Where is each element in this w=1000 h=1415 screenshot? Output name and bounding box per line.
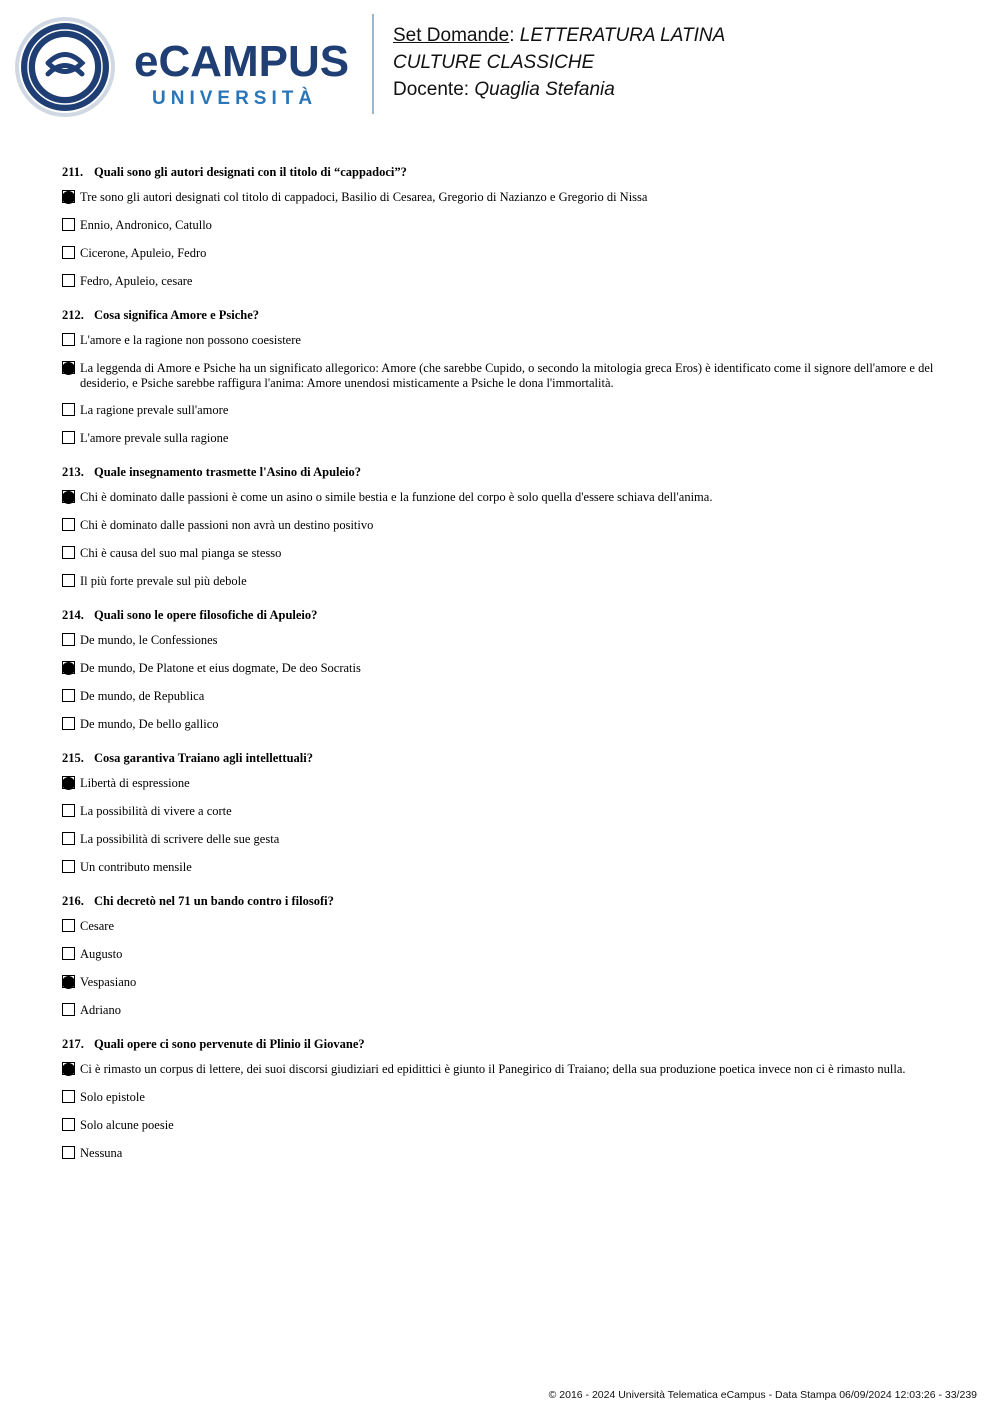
brand-subtitle: UNIVERSITÀ bbox=[152, 88, 318, 109]
answer-text: Fedro, Apuleio, cesare bbox=[80, 274, 193, 288]
answer-option[interactable] bbox=[62, 633, 942, 649]
question-block bbox=[62, 1036, 942, 1162]
question-number: 216. bbox=[62, 894, 84, 908]
answer-text: Adriano bbox=[80, 1003, 121, 1017]
answer-text: La ragione prevale sull'amore bbox=[80, 403, 229, 417]
answer-text: L'amore e la ragione non possono coesistere bbox=[80, 333, 301, 347]
header-divider bbox=[372, 14, 374, 114]
checkbox-icon[interactable] bbox=[62, 1146, 75, 1159]
answer-option[interactable] bbox=[62, 717, 942, 733]
answer-text: Libertà di espressione bbox=[80, 776, 190, 790]
answer-option[interactable] bbox=[62, 403, 942, 419]
answer-text: Augusto bbox=[80, 947, 123, 961]
checkbox-icon[interactable] bbox=[62, 689, 75, 702]
university-seal-icon bbox=[14, 16, 116, 118]
question-block bbox=[62, 307, 942, 447]
checked-checkbox-icon[interactable] bbox=[62, 490, 75, 503]
set-label: Set Domande bbox=[393, 25, 510, 46]
question-text: Quali sono le opere filosofiche di Apuleio? bbox=[94, 608, 318, 622]
answer-option[interactable] bbox=[62, 574, 942, 590]
course-subtitle: CULTURE CLASSICHE bbox=[393, 52, 595, 73]
checkbox-icon[interactable] bbox=[62, 1118, 75, 1131]
answer-text: Chi è dominato dalle passioni non avrà un destino positivo bbox=[80, 518, 374, 532]
answer-text: Il più forte prevale sul più debole bbox=[80, 574, 247, 588]
question-title bbox=[62, 893, 942, 909]
checkbox-icon[interactable] bbox=[62, 633, 75, 646]
question-list bbox=[62, 158, 942, 1179]
question-block bbox=[62, 893, 942, 1019]
question-text: Cosa significa Amore e Psiche? bbox=[94, 308, 260, 322]
answer-option[interactable] bbox=[62, 776, 942, 792]
checked-checkbox-icon[interactable] bbox=[62, 361, 75, 374]
question-block bbox=[62, 750, 942, 876]
answer-option[interactable] bbox=[62, 975, 942, 991]
answer-option[interactable] bbox=[62, 274, 942, 290]
answer-option[interactable] bbox=[62, 1146, 942, 1162]
checkbox-icon[interactable] bbox=[62, 546, 75, 559]
checkbox-icon[interactable] bbox=[62, 218, 75, 231]
checkbox-icon[interactable] bbox=[62, 832, 75, 845]
question-text: Quali sono gli autori designati con il titolo di “cappadoci”? bbox=[94, 165, 407, 179]
checkbox-icon[interactable] bbox=[62, 518, 75, 531]
answer-option[interactable] bbox=[62, 804, 942, 820]
answer-text: Ennio, Andronico, Catullo bbox=[80, 218, 212, 232]
question-number: 214. bbox=[62, 608, 84, 622]
answer-option[interactable] bbox=[62, 546, 942, 562]
answer-text: De mundo, De Platone et eius dogmate, De deo Socratis bbox=[80, 661, 361, 675]
question-title bbox=[62, 750, 942, 766]
answer-option[interactable] bbox=[62, 518, 942, 534]
question-number: 213. bbox=[62, 465, 84, 479]
checkbox-icon[interactable] bbox=[62, 333, 75, 346]
answer-text: Tre sono gli autori designati col titolo di cappadoci, Basilio di Cesarea, Gregorio di Nazianzo e Gregorio di Nissa bbox=[80, 190, 648, 204]
question-number: 211. bbox=[62, 165, 84, 179]
answer-text: De mundo, de Republica bbox=[80, 689, 205, 703]
answer-option[interactable] bbox=[62, 832, 942, 848]
checkbox-icon[interactable] bbox=[62, 1003, 75, 1016]
answer-option[interactable] bbox=[62, 1003, 942, 1019]
question-title bbox=[62, 464, 942, 480]
question-number: 217. bbox=[62, 1037, 84, 1051]
answer-option[interactable] bbox=[62, 689, 942, 705]
checked-checkbox-icon[interactable] bbox=[62, 661, 75, 674]
answer-option[interactable] bbox=[62, 947, 942, 963]
header-info: Set Domande: LETTERATURA LATINA CULTURE CLASSICHE Docente: Quaglia Stefania bbox=[393, 25, 726, 100]
answer-text: Solo alcune poesie bbox=[80, 1118, 174, 1132]
answer-text: Cicerone, Apuleio, Fedro bbox=[80, 246, 207, 260]
question-text: Chi decretò nel 71 un bando contro i filosofi? bbox=[94, 894, 334, 908]
answer-text: Un contributo mensile bbox=[80, 860, 192, 874]
question-block bbox=[62, 607, 942, 733]
answer-text: Chi è dominato dalle passioni è come un asino o simile bestia e la funzione del corpo è solo quella d'essere schiava dell'anima. bbox=[80, 490, 713, 504]
answer-text: L'amore prevale sulla ragione bbox=[80, 431, 229, 445]
question-block bbox=[62, 464, 942, 590]
brand-wordmark bbox=[134, 37, 350, 110]
checked-checkbox-icon[interactable] bbox=[62, 190, 75, 203]
answer-option[interactable] bbox=[62, 361, 942, 391]
answer-text: Nessuna bbox=[80, 1146, 123, 1160]
checkbox-icon[interactable] bbox=[62, 274, 75, 287]
checkbox-icon[interactable] bbox=[62, 1090, 75, 1103]
answer-option[interactable] bbox=[62, 218, 942, 234]
checkbox-icon[interactable] bbox=[62, 431, 75, 444]
checked-checkbox-icon[interactable] bbox=[62, 975, 75, 988]
checkbox-icon[interactable] bbox=[62, 919, 75, 932]
answer-text: La leggenda di Amore e Psiche ha un significato allegorico: Amore (che sarebbe Cupido, o secondo la mitologia greca Eros) è identificato come il signore dell'amore e del desiderio, e Psiche sarebbe raffigura l'anima: Amore unendosi misticamente a Psiche le dona l'immortalità. bbox=[80, 361, 934, 390]
brand-name: eCAMPUS bbox=[134, 37, 350, 86]
question-title bbox=[62, 1036, 942, 1052]
checked-checkbox-icon[interactable] bbox=[62, 776, 75, 789]
checkbox-icon[interactable] bbox=[62, 246, 75, 259]
answer-option[interactable] bbox=[62, 490, 942, 506]
answer-text: Solo epistole bbox=[80, 1090, 145, 1104]
answer-text: La possibilità di vivere a corte bbox=[80, 804, 232, 818]
docente-label: Docente bbox=[393, 79, 464, 100]
set-title: LETTERATURA LATINA bbox=[519, 25, 726, 46]
answer-option[interactable] bbox=[62, 919, 942, 935]
answer-option[interactable] bbox=[62, 431, 942, 447]
checkbox-icon[interactable] bbox=[62, 403, 75, 416]
answer-option[interactable] bbox=[62, 1062, 942, 1078]
answer-option[interactable] bbox=[62, 1090, 942, 1106]
checkbox-icon[interactable] bbox=[62, 860, 75, 873]
checkbox-icon[interactable] bbox=[62, 804, 75, 817]
docente-name: Quaglia Stefania bbox=[474, 79, 615, 100]
question-number: 215. bbox=[62, 751, 84, 765]
question-number: 212. bbox=[62, 308, 84, 322]
checked-checkbox-icon[interactable] bbox=[62, 1062, 75, 1075]
checkbox-icon[interactable] bbox=[62, 947, 75, 960]
answer-option[interactable] bbox=[62, 860, 942, 876]
answer-text: Vespasiano bbox=[80, 975, 137, 989]
answer-option[interactable] bbox=[62, 190, 942, 206]
checkbox-icon[interactable] bbox=[62, 574, 75, 587]
answer-text: De mundo, De bello gallico bbox=[80, 717, 219, 731]
question-title bbox=[62, 307, 942, 323]
answer-option[interactable] bbox=[62, 333, 942, 349]
answer-text: Chi è causa del suo mal pianga se stesso bbox=[80, 546, 282, 560]
answer-text: De mundo, le Confessiones bbox=[80, 633, 218, 647]
checkbox-icon[interactable] bbox=[62, 717, 75, 730]
page-header bbox=[0, 0, 1000, 130]
ecampus-logo bbox=[14, 14, 359, 116]
page-footer: © 2016 - 2024 Università Telematica eCampus - Data Stampa 06/09/2024 12:03:26 - 33/239 bbox=[548, 1389, 977, 1401]
question-title bbox=[62, 607, 942, 623]
question-title bbox=[62, 164, 942, 180]
answer-option[interactable] bbox=[62, 1118, 942, 1134]
question-text: Quale insegnamento trasmette l'Asino di Apuleio? bbox=[94, 465, 362, 479]
answer-text: Cesare bbox=[80, 919, 115, 933]
question-text: Cosa garantiva Traiano agli intellettuali? bbox=[94, 751, 313, 765]
answer-option[interactable] bbox=[62, 661, 942, 677]
answer-option[interactable] bbox=[62, 246, 942, 262]
answer-text: La possibilità di scrivere delle sue gesta bbox=[80, 832, 280, 846]
question-text: Quali opere ci sono pervenute di Plinio il Giovane? bbox=[94, 1037, 365, 1051]
question-block bbox=[62, 164, 942, 290]
answer-text: Ci è rimasto un corpus di lettere, dei suoi discorsi giudiziari ed epidittici è giunto il Panegirico di Traiano; della sua produzione poetica invece non ci è rimasto nulla. bbox=[80, 1062, 906, 1076]
